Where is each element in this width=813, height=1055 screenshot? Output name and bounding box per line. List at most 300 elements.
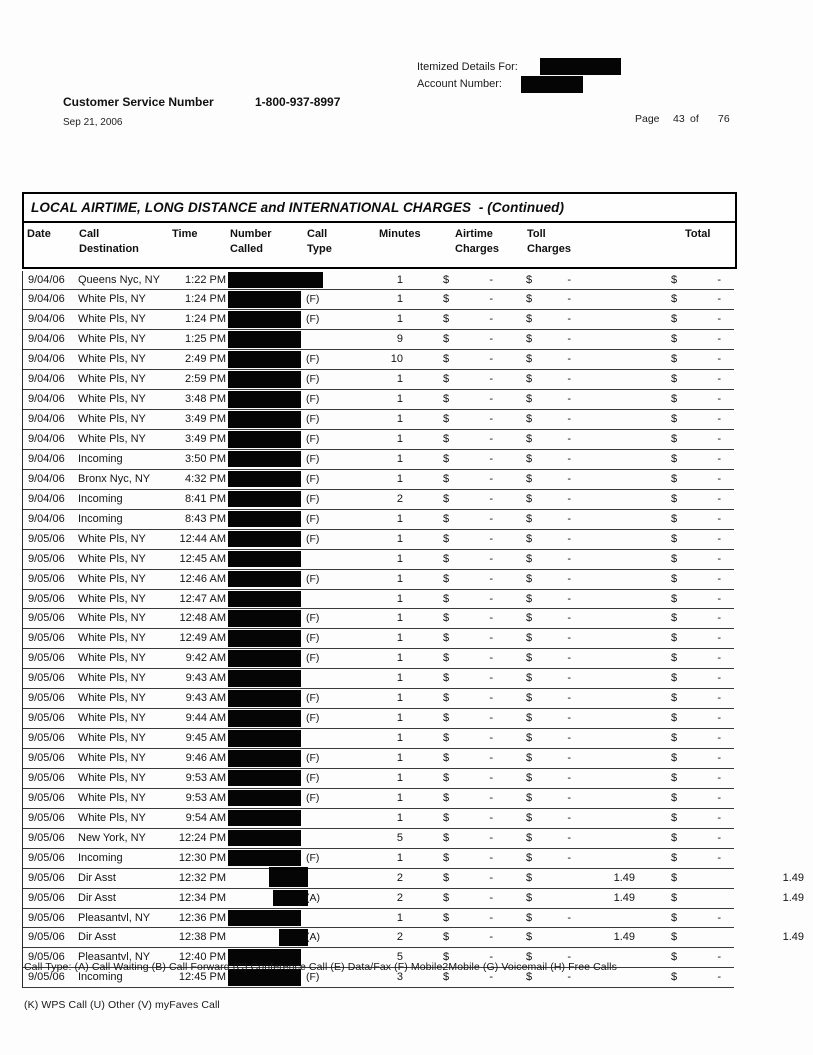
cell-total: - [717, 911, 721, 924]
redacted-number-bar [228, 650, 301, 667]
cell-time: 12:36 PM [178, 911, 226, 924]
cell-minutes: 3 [396, 971, 403, 984]
cell-destination: White Pls, NY [78, 373, 146, 386]
total-currency-symbol: $ [671, 532, 678, 545]
redacted-number-bar [273, 890, 308, 907]
cell-airtime-charges: - [489, 891, 493, 904]
cell-airtime-charges: - [489, 732, 493, 745]
airtime-currency-symbol: $ [443, 811, 450, 824]
cell-date: 9/05/06 [28, 592, 65, 605]
cell-minutes: 10 [390, 353, 403, 366]
cell-date: 9/05/06 [28, 652, 65, 665]
cell-toll-charges: - [567, 293, 571, 306]
cell-toll-charges: - [567, 512, 571, 525]
cell-total: 1.49 [782, 931, 804, 944]
table-row [23, 609, 734, 629]
cell-call-type: (F) [306, 532, 320, 545]
cell-minutes: 2 [396, 492, 403, 505]
airtime-currency-symbol: $ [443, 971, 450, 984]
cell-minutes: 9 [396, 333, 403, 346]
cell-minutes: 1 [396, 672, 403, 685]
cell-minutes: 1 [396, 811, 403, 824]
toll-currency-symbol: $ [526, 771, 533, 784]
cell-time: 9:45 AM [185, 732, 226, 745]
cell-destination: White Pls, NY [78, 652, 146, 665]
cell-airtime-charges: - [489, 333, 493, 346]
cell-call-type: (F) [306, 692, 320, 705]
cell-toll-charges: - [567, 532, 571, 545]
cell-toll-charges: - [567, 971, 571, 984]
cell-call-type: (F) [306, 612, 320, 625]
toll-currency-symbol: $ [526, 851, 533, 864]
toll-currency-symbol: $ [526, 891, 533, 904]
cell-minutes: 1 [396, 752, 403, 764]
cell-destination: White Pls, NY [78, 532, 146, 545]
total-currency-symbol: $ [671, 492, 678, 505]
cell-airtime-charges: - [489, 931, 493, 944]
redacted-number-bar [228, 571, 301, 588]
cell-total: 1.49 [782, 871, 804, 884]
cell-airtime-charges: - [489, 871, 493, 884]
cell-minutes: 1 [396, 273, 403, 286]
customer-service-label: Customer Service Number [63, 95, 214, 109]
cell-call-type: (F) [306, 971, 320, 984]
cell-total: - [717, 851, 721, 864]
cell-time: 12:46 AM [179, 572, 226, 585]
toll-currency-symbol: $ [526, 951, 533, 964]
cell-airtime-charges: - [489, 811, 493, 824]
toll-currency-symbol: $ [526, 672, 533, 685]
redacted-number-bar [228, 730, 301, 747]
airtime-currency-symbol: $ [443, 712, 450, 725]
cell-airtime-charges: - [489, 433, 493, 445]
cell-destination: White Pls, NY [78, 413, 146, 426]
airtime-currency-symbol: $ [443, 512, 450, 525]
cell-toll-charges: 1.49 [613, 931, 635, 944]
cell-time: 12:45 PM [178, 971, 226, 984]
cell-time: 9:46 AM [185, 752, 226, 764]
table-row [23, 629, 734, 649]
cell-time: 12:47 AM [179, 592, 226, 605]
column-header-toll-charges: Toll Charges [527, 228, 572, 255]
cell-total: - [717, 652, 721, 665]
cell-total: - [717, 572, 721, 585]
cell-time: 3:50 PM [185, 452, 226, 465]
redacted-number-bar [228, 351, 301, 368]
cell-date: 9/05/06 [28, 811, 65, 824]
cell-total: - [717, 771, 721, 784]
cell-date: 9/05/06 [28, 911, 65, 924]
cell-call-type: (F) [306, 452, 320, 465]
cell-time: 12:40 PM [178, 951, 226, 964]
cell-total: 1.49 [782, 891, 804, 904]
redacted-number-bar [228, 531, 301, 548]
cell-toll-charges: - [567, 831, 571, 844]
cell-toll-charges: - [567, 373, 571, 386]
cell-destination: Incoming [78, 452, 123, 465]
total-currency-symbol: $ [671, 472, 678, 485]
cell-minutes: 1 [396, 652, 403, 665]
cell-destination: White Pls, NY [78, 752, 146, 764]
page-number: 43 [673, 113, 685, 125]
cell-date: 9/05/06 [28, 632, 65, 645]
toll-currency-symbol: $ [526, 732, 533, 745]
cell-date: 9/05/06 [28, 971, 65, 984]
table-row [23, 590, 734, 610]
cell-minutes: 1 [396, 572, 403, 585]
cell-total: - [717, 752, 721, 764]
cell-toll-charges: - [567, 692, 571, 705]
cell-toll-charges: - [567, 333, 571, 346]
statement-date: Sep 21, 2006 [63, 117, 123, 128]
cell-date: 9/04/06 [28, 373, 65, 386]
airtime-currency-symbol: $ [443, 692, 450, 705]
cell-call-type: (F) [306, 572, 320, 585]
cell-minutes: 1 [396, 433, 403, 445]
toll-currency-symbol: $ [526, 373, 533, 386]
cell-destination: White Pls, NY [78, 353, 146, 366]
cell-time: 9:54 AM [185, 811, 226, 824]
cell-toll-charges: - [567, 951, 571, 964]
cell-airtime-charges: - [489, 452, 493, 465]
table-row [23, 390, 734, 410]
cell-minutes: 5 [396, 831, 403, 844]
toll-currency-symbol: $ [526, 811, 533, 824]
cell-total: - [717, 732, 721, 745]
cell-minutes: 1 [396, 791, 403, 804]
toll-currency-symbol: $ [526, 552, 533, 565]
table-row [23, 809, 734, 829]
cell-time: 1:24 PM [185, 313, 226, 326]
toll-currency-symbol: $ [526, 313, 533, 326]
cell-time: 12:48 AM [179, 612, 226, 625]
toll-currency-symbol: $ [526, 831, 533, 844]
redacted-number-bar [228, 750, 301, 767]
redacted-number-bar [228, 391, 301, 408]
cell-minutes: 1 [396, 552, 403, 565]
cell-date: 9/05/06 [28, 552, 65, 565]
cell-call-type: (F) [306, 433, 320, 445]
cell-toll-charges: - [567, 851, 571, 864]
cell-date: 9/05/06 [28, 532, 65, 545]
cell-minutes: 1 [396, 632, 403, 645]
cell-minutes: 1 [396, 592, 403, 605]
airtime-currency-symbol: $ [443, 951, 450, 964]
total-currency-symbol: $ [671, 273, 678, 286]
cell-destination: Pleasantvl, NY [78, 951, 151, 964]
toll-currency-symbol: $ [526, 492, 533, 505]
cell-toll-charges: 1.49 [613, 871, 635, 884]
cell-toll-charges: - [567, 592, 571, 605]
total-currency-symbol: $ [671, 771, 678, 784]
cell-minutes: 1 [396, 911, 403, 924]
cell-date: 9/04/06 [28, 353, 65, 366]
cell-date: 9/05/06 [28, 871, 65, 884]
account-number-label: Account Number: [417, 78, 502, 90]
table-row [23, 470, 734, 490]
cell-airtime-charges: - [489, 552, 493, 565]
cell-total: - [717, 811, 721, 824]
cell-total: - [717, 413, 721, 426]
airtime-currency-symbol: $ [443, 791, 450, 804]
cell-destination: White Pls, NY [78, 592, 146, 605]
toll-currency-symbol: $ [526, 512, 533, 525]
table-row [23, 570, 734, 590]
table-row [23, 749, 734, 769]
toll-currency-symbol: $ [526, 632, 533, 645]
cell-total: - [717, 672, 721, 685]
cell-destination: White Pls, NY [78, 771, 146, 784]
cell-total: - [717, 692, 721, 705]
cell-airtime-charges: - [489, 971, 493, 984]
redacted-number-bar [228, 810, 301, 827]
cell-time: 1:24 PM [185, 293, 226, 306]
cell-minutes: 1 [396, 472, 403, 485]
cell-time: 12:38 PM [178, 931, 226, 944]
cell-toll-charges: - [567, 393, 571, 406]
cell-destination: White Pls, NY [78, 632, 146, 645]
cell-toll-charges: - [567, 632, 571, 645]
table-row [23, 550, 734, 570]
redacted-number-bar [228, 331, 301, 348]
cell-destination: Incoming [78, 512, 123, 525]
total-currency-symbol: $ [671, 712, 678, 725]
cell-time: 1:25 PM [185, 333, 226, 346]
cell-date: 9/04/06 [28, 512, 65, 525]
total-currency-symbol: $ [671, 652, 678, 665]
redacted-number-bar [228, 451, 301, 468]
redacted-number-bar [228, 431, 301, 448]
toll-currency-symbol: $ [526, 472, 533, 485]
total-currency-symbol: $ [671, 353, 678, 366]
cell-airtime-charges: - [489, 752, 493, 764]
cell-airtime-charges: - [489, 572, 493, 585]
cell-time: 9:43 AM [185, 692, 226, 705]
cell-call-type: (A) [306, 891, 320, 904]
cell-minutes: 1 [396, 452, 403, 465]
redacted-number-bar [228, 630, 301, 647]
cell-time: 8:43 PM [185, 512, 226, 525]
cell-toll-charges: - [567, 771, 571, 784]
total-currency-symbol: $ [671, 552, 678, 565]
cell-minutes: 1 [396, 393, 403, 406]
toll-currency-symbol: $ [526, 572, 533, 585]
cell-minutes: 2 [396, 871, 403, 884]
cell-call-type: (F) [306, 712, 320, 725]
cell-total: - [717, 353, 721, 366]
cell-total: - [717, 552, 721, 565]
cell-toll-charges: - [567, 612, 571, 625]
column-header-call-type: Call Type [307, 228, 332, 255]
cell-destination: Bronx Nyc, NY [78, 472, 151, 485]
cell-destination: Queens Nyc, NY [78, 273, 160, 286]
airtime-currency-symbol: $ [443, 492, 450, 505]
cell-toll-charges: - [567, 572, 571, 585]
airtime-currency-symbol: $ [443, 572, 450, 585]
table-row [23, 689, 734, 709]
cell-date: 9/04/06 [28, 313, 65, 326]
cell-date: 9/05/06 [28, 931, 65, 944]
toll-currency-symbol: $ [526, 911, 533, 924]
total-currency-symbol: $ [671, 752, 678, 764]
airtime-currency-symbol: $ [443, 532, 450, 545]
total-currency-symbol: $ [671, 313, 678, 326]
cell-destination: White Pls, NY [78, 732, 146, 745]
page-of-label: of [690, 113, 699, 125]
call-type-legend-line2: (K) WPS Call (U) Other (V) myFaves Call [24, 999, 220, 1011]
cell-airtime-charges: - [489, 632, 493, 645]
cell-date: 9/04/06 [28, 413, 65, 426]
cell-destination: White Pls, NY [78, 333, 146, 346]
cell-total: - [717, 592, 721, 605]
table-row [23, 928, 804, 948]
cell-time: 2:59 PM [185, 373, 226, 386]
cell-date: 9/05/06 [28, 891, 65, 904]
cell-minutes: 1 [396, 512, 403, 525]
table-row [23, 330, 734, 350]
toll-currency-symbol: $ [526, 433, 533, 445]
cell-total: - [717, 492, 721, 505]
cell-airtime-charges: - [489, 472, 493, 485]
cell-date: 9/05/06 [28, 791, 65, 804]
table-row [23, 909, 734, 929]
airtime-currency-symbol: $ [443, 313, 450, 326]
column-header-airtime-charges: Airtime Charges [455, 228, 500, 255]
page-total: 76 [718, 113, 730, 125]
total-currency-symbol: $ [671, 911, 678, 924]
cell-toll-charges: - [567, 313, 571, 326]
airtime-currency-symbol: $ [443, 931, 450, 944]
table-row [23, 849, 734, 869]
toll-currency-symbol: $ [526, 652, 533, 665]
cell-time: 9:53 AM [185, 791, 226, 804]
toll-currency-symbol: $ [526, 532, 533, 545]
airtime-currency-symbol: $ [443, 373, 450, 386]
cell-airtime-charges: - [489, 791, 493, 804]
toll-currency-symbol: $ [526, 971, 533, 984]
airtime-currency-symbol: $ [443, 871, 450, 884]
cell-airtime-charges: - [489, 512, 493, 525]
cell-date: 9/04/06 [28, 393, 65, 406]
airtime-currency-symbol: $ [443, 472, 450, 485]
airtime-currency-symbol: $ [443, 393, 450, 406]
cell-minutes: 1 [396, 413, 403, 426]
cell-call-type: (F) [306, 632, 320, 645]
total-currency-symbol: $ [671, 831, 678, 844]
total-currency-symbol: $ [671, 891, 678, 904]
cell-date: 9/05/06 [28, 831, 65, 844]
total-currency-symbol: $ [671, 572, 678, 585]
cell-airtime-charges: - [489, 532, 493, 545]
cell-date: 9/04/06 [28, 472, 65, 485]
toll-currency-symbol: $ [526, 293, 533, 306]
customer-service-number: 1-800-937-8997 [255, 95, 341, 109]
redacted-number-bar [228, 551, 301, 568]
cell-date: 9/05/06 [28, 851, 65, 864]
cell-call-type: (F) [306, 413, 320, 426]
total-currency-symbol: $ [671, 293, 678, 306]
redacted-number-bar [228, 910, 301, 927]
cell-minutes: 1 [396, 373, 403, 386]
airtime-currency-symbol: $ [443, 672, 450, 685]
table-row [23, 829, 734, 849]
table-row [23, 789, 734, 809]
column-header-time: Time [172, 228, 198, 240]
table-row [23, 669, 734, 689]
cell-minutes: 2 [396, 931, 403, 944]
total-currency-symbol: $ [671, 632, 678, 645]
cell-time: 12:45 AM [179, 552, 226, 565]
toll-currency-symbol: $ [526, 333, 533, 346]
cell-total: - [717, 791, 721, 804]
cell-minutes: 1 [396, 732, 403, 745]
total-currency-symbol: $ [671, 692, 678, 705]
toll-currency-symbol: $ [526, 931, 533, 944]
cell-date: 9/05/06 [28, 771, 65, 784]
cell-destination: White Pls, NY [78, 552, 146, 565]
cell-airtime-charges: - [489, 413, 493, 426]
cell-call-type: (F) [306, 851, 320, 864]
total-currency-symbol: $ [671, 373, 678, 386]
cell-date: 9/04/06 [28, 433, 65, 445]
cell-destination: White Pls, NY [78, 293, 146, 306]
cell-toll-charges: - [567, 911, 571, 924]
redacted-account-name-bar [540, 58, 621, 75]
cell-time: 12:30 PM [178, 851, 226, 864]
cell-date: 9/04/06 [28, 293, 65, 306]
cell-airtime-charges: - [489, 672, 493, 685]
cell-toll-charges: - [567, 732, 571, 745]
total-currency-symbol: $ [671, 592, 678, 605]
cell-date: 9/04/06 [28, 452, 65, 465]
cell-total: - [717, 971, 721, 984]
cell-total: - [717, 472, 721, 485]
redacted-number-bar [228, 272, 323, 289]
cell-call-type: (F) [306, 492, 320, 505]
call-type-legend-line1: Call Type: (A) Call Waiting (B) Call Forward (C) Conference Call (E) Data/Fax (F) Mobile2Mobile (G) Voicemail (H) Free Calls [24, 961, 617, 973]
total-currency-symbol: $ [671, 452, 678, 465]
airtime-currency-symbol: $ [443, 752, 450, 764]
cell-destination: White Pls, NY [78, 612, 146, 625]
table-column-headers [24, 223, 735, 267]
cell-time: 9:53 AM [185, 771, 226, 784]
cell-call-type: (F) [306, 373, 320, 386]
redacted-number-bar [228, 491, 301, 508]
total-currency-symbol: $ [671, 393, 678, 406]
cell-time: 9:42 AM [185, 652, 226, 665]
cell-total: - [717, 452, 721, 465]
table-row [23, 430, 734, 450]
redacted-number-bar [228, 511, 301, 528]
cell-total: - [717, 393, 721, 406]
charges-table-header-box [22, 192, 737, 269]
airtime-currency-symbol: $ [443, 353, 450, 366]
cell-call-type: (A) [306, 931, 320, 944]
cell-total: - [717, 433, 721, 445]
airtime-currency-symbol: $ [443, 632, 450, 645]
cell-time: 4:32 PM [185, 472, 226, 485]
cell-date: 9/05/06 [28, 712, 65, 725]
table-row [23, 869, 804, 889]
cell-time: 8:41 PM [185, 492, 226, 505]
cell-call-type: (F) [306, 313, 320, 326]
total-currency-symbol: $ [671, 433, 678, 445]
cell-date: 9/04/06 [28, 492, 65, 505]
total-currency-symbol: $ [671, 512, 678, 525]
cell-destination: Incoming [78, 492, 123, 505]
table-row [23, 370, 734, 390]
cell-airtime-charges: - [489, 831, 493, 844]
